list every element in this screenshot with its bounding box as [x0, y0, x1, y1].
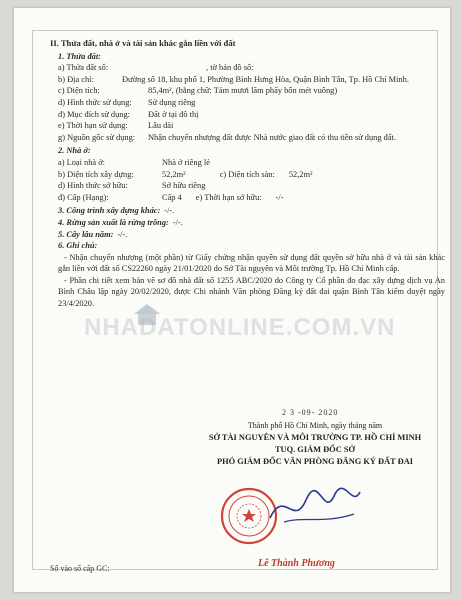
house-type-row — [58, 157, 445, 169]
house-type-value: Nhà ở riêng lẻ — [162, 157, 210, 167]
house-term-label: e) Thời hạn sở hữu: — [195, 192, 262, 202]
house-type-label: a) Loại nhà ở: — [58, 157, 105, 167]
item-6-title: 6. Ghi chú: — [58, 241, 98, 251]
land-plot-value: , tờ bản đồ số: — [206, 63, 254, 73]
land-title: 1. Thửa đất: — [58, 51, 101, 61]
land-purpose-value: Đất ở tại đô thị — [148, 109, 199, 119]
item-5-value: -/-. — [117, 229, 128, 239]
house-build-area-label: b) Diện tích xây dựng: — [58, 169, 134, 179]
land-area-label: c) Diện tích: — [58, 86, 100, 96]
land-origin-value: Nhận chuyển nhượng đất được Nhà nước giao đất có thu tiền sử dụng đất. — [148, 132, 396, 142]
agency-name: SỞ TÀI NGUYÊN VÀ MÔI TRƯỜNG TP. HỒ CHÍ MINH — [208, 433, 422, 442]
land-area-value: 85,4m², (bằng chữ: Tám mươi lăm phẩy bốn mét vuông) — [148, 86, 338, 96]
house-grade-row — [58, 192, 445, 204]
land-origin-row — [58, 132, 445, 144]
house-grade-value: Cấp 4 — [162, 192, 182, 202]
house-title: 2. Nhà ở: — [58, 146, 91, 156]
item-4-value: -/-. — [172, 217, 183, 227]
item-3-value: -/-. — [164, 206, 175, 216]
note-2: - Phần chi tiết xem bản vẽ sơ đồ nhà đất số 1255 ABC/2020 do Công ty Cổ phần đo đạc xây dựng dịch vụ An Bình Châu lập ngày 20/02/2020, được Chi nhánh Văn phòng Đăng ký đất đai quận Bình Tân kiểm duyệt ngày 23/4/2020. — [58, 275, 445, 309]
land-address-label: b) Địa chỉ: — [58, 74, 94, 84]
section-title: II. Thửa đất, nhà ở và tài sản khác gắn liền với đất — [50, 38, 236, 48]
land-use-form-row — [58, 97, 445, 109]
house-ownership-row — [58, 180, 445, 192]
signer-title: PHÓ GIÁM ĐỐC VĂN PHÒNG ĐĂNG KÝ ĐẤT ĐAI — [216, 457, 414, 466]
house-term-value: -/- — [275, 192, 284, 202]
land-area-row — [58, 85, 445, 97]
land-term-row — [58, 120, 445, 132]
date-stamp: 2 3 -09- 2020 — [282, 408, 339, 417]
land-address-value: Đường số 18, khu phố 1, Phường Bình Hưng Hòa, Quận Bình Tân, Tp. Hồ Chí Minh. — [122, 74, 409, 84]
house-area-row — [58, 169, 445, 181]
land-purpose-row — [58, 109, 445, 121]
house-grade-label: đ) Cấp (Hạng): — [58, 192, 109, 202]
land-use-form-label: d) Hình thức sử dụng: — [58, 97, 132, 107]
house-build-area-value: 52,2m² — [162, 169, 186, 179]
land-use-form-value: Sử dụng riêng — [148, 97, 196, 107]
signature-icon — [264, 478, 364, 538]
item-4-title: 4. Rừng sản xuất là rừng trồng: — [58, 217, 169, 227]
note-1: - Nhận chuyển nhượng (một phần) từ Giấy chứng nhận quyền sử dụng đất quyền sở hữu nhà ở và tài sản khác gắn liền với đất số CS22260 ngày 21/01/2020 do Sở Tài nguyên và Môi trường Tp. Hồ Chí Minh cấp. — [58, 252, 445, 274]
land-origin-label: g) Nguồn gốc sử dụng: — [58, 132, 136, 142]
house-ownership-value: Sở hữu riêng — [162, 181, 206, 191]
item-4-row — [58, 217, 445, 229]
item-5-title: 5. Cây lâu năm: — [58, 229, 114, 239]
item-3-row — [58, 205, 445, 217]
land-term-label: e) Thời hạn sử dụng: — [58, 121, 128, 131]
tuq-line: TUQ. GIÁM ĐỐC SỞ — [274, 445, 356, 454]
item-3-title: 3. Công trình xây dựng khác: — [58, 206, 161, 216]
certificate-content — [50, 38, 445, 310]
signer-name: Lê Thành Phương — [258, 558, 335, 569]
register-number-label: Số vào sổ cấp GC: — [50, 564, 110, 573]
house-floor-area-label: c) Diện tích sàn: — [219, 169, 275, 179]
land-plot-label: a) Thửa đất số: — [58, 63, 109, 73]
house-ownership-label: d) Hình thức sở hữu: — [58, 181, 128, 191]
land-address-row — [58, 74, 445, 86]
land-plot-row — [58, 62, 445, 74]
house-floor-area-value: 52,2m² — [288, 169, 313, 179]
signature-block — [180, 420, 450, 468]
item-5-row — [58, 229, 445, 241]
certificate-page — [14, 8, 450, 592]
land-term-value: Lâu dài — [148, 121, 174, 131]
land-purpose-label: đ) Mục đích sử dụng: — [58, 109, 130, 119]
watermark-text: NHADATONLINE.COM.VN — [84, 314, 396, 341]
place-date-line: Thành phố Hồ Chí Minh, ngày tháng năm — [247, 421, 383, 430]
